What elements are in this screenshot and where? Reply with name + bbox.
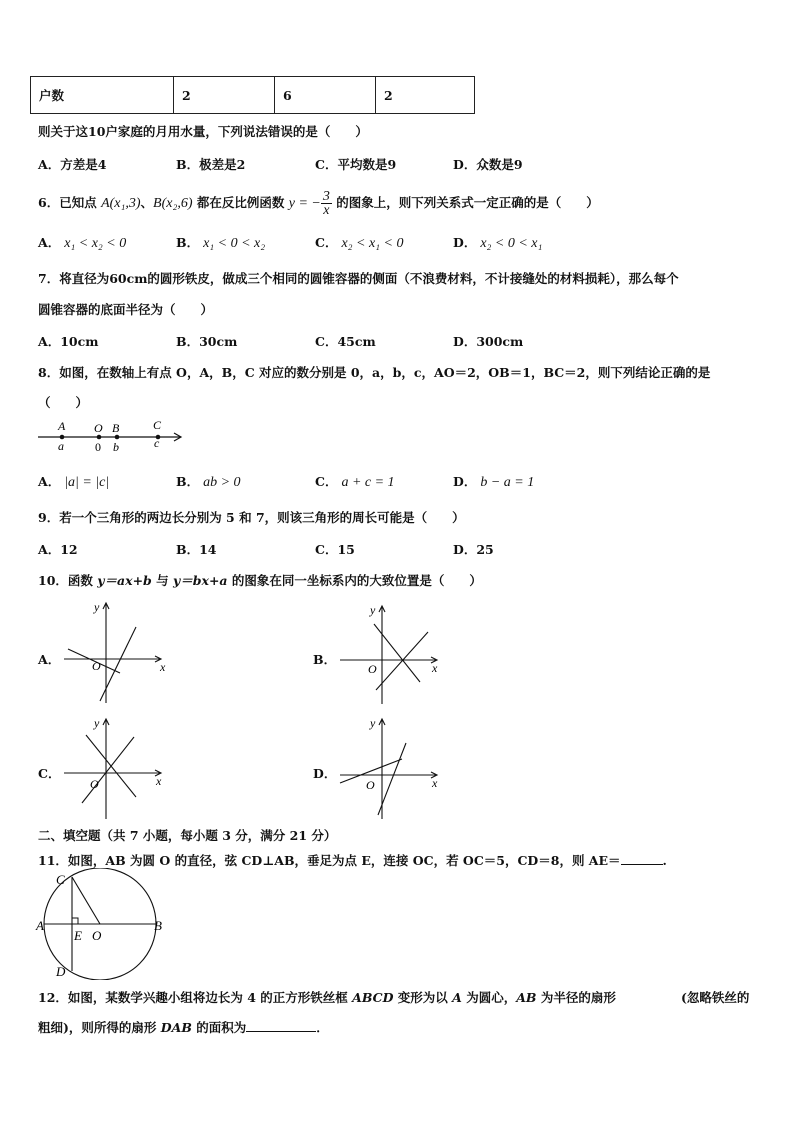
graph-a-y-label: y [94,600,100,614]
q12-l1-c: 变形为以 [393,990,453,1005]
q6-option-c-math: x₂ < x₁ < 0 [341,236,404,251]
section-2-title: 二、填空题（共 7 小题，每小题 3 分，满分 21 分） [38,828,337,843]
q10-option-b-label: B． [313,652,337,667]
q8-option-c-letter: C． [315,474,338,489]
q9-option-c: C．15 [315,542,355,557]
q10-option-c-label: C． [38,766,61,781]
q12-l2-b: DAB [160,1020,192,1035]
graph-c-y-label: y [94,716,100,730]
label-B: B [112,421,120,435]
graph-d-x-label: x [432,776,438,790]
q6-point-a: A(x₁,3) [101,196,141,211]
q6-point-b: B(x₂,6) [153,196,193,211]
label-C: C [153,418,162,432]
q10-option-a-label: A． [38,652,61,667]
q12-l1-h: (忽略铁丝的 [681,990,750,1005]
label-E: E [74,928,82,943]
graph-a-x-label: x [160,660,166,674]
q10-graph-c [60,713,168,823]
q6-option-b-letter: B． [176,235,200,250]
q8-option-a [38,472,109,491]
q12-line1 [38,988,616,1006]
label-0: 0 [95,440,101,454]
q6-func-den: x [323,203,330,218]
label-A: A [58,419,66,433]
graph-c-origin: O [90,777,99,791]
q12-l2-a: 粗细)，则所得的扇形 [38,1020,161,1035]
q6-option-d-math: x₂ < 0 < x₁ [480,236,543,251]
q11-circle-figure [34,868,174,980]
q10-stem [38,571,482,589]
q6-func-num: 3 [322,189,330,204]
q5-option-b: B．极差是2 [176,157,246,172]
q7-line1: 7．将直径为60cm的圆形铁皮，做成三个相同的圆锥容器的侧面（不浪费材料，不计接缝处的材料损耗），那么每个 [38,271,679,286]
q6-fraction [321,190,332,217]
q8-line2: （ ） [38,395,89,410]
q9-stem: 9．若一个三角形的两边长分别为 5 和 7，则该三角形的周长可能是（ ） [38,510,465,525]
q6-option-c [315,233,404,252]
q10-post: 的图象在同一坐标系内的大致位置是（ ） [227,573,482,588]
q11-end: . [662,853,667,868]
label-A: A [36,918,44,933]
q6-option-a-math: x₁ < x₂ < 0 [64,236,127,251]
graph-a-line-2 [100,627,136,701]
q5-stem: 则关于这10户家庭的月用水量，下列说法错误的是（ ） [38,124,368,139]
q10-graph-b [336,600,444,708]
q7-option-d: D．300cm [453,334,524,349]
label-O: O [94,421,103,435]
q12-l1-b: ABCD [352,990,394,1005]
label-a: a [58,439,64,453]
table-cell-2: 6 [275,77,376,114]
q12-l1-g: 为半径的扇形 [536,990,616,1005]
household-table [30,76,475,114]
q8-option-b [176,472,241,491]
table-cell-1: 2 [174,77,275,114]
q8-option-b-math: ab > 0 [203,475,241,490]
q11-stem [38,851,667,869]
graph-c-x-label: x [156,774,162,788]
q6-sep: 、 [140,195,154,210]
right-angle-mark [72,918,78,924]
q7-option-b: B．30cm [176,334,238,349]
q8-option-a-math: |a| = |c| [64,475,110,490]
graph-b-x-label: x [432,661,438,675]
q10-pre: 10．函数 [38,573,98,588]
q9-option-a: A．12 [38,542,78,557]
table-cell-label: 户数 [31,77,174,114]
q11-text: 11．如图，AB 为圆 O 的直径，弦 CD⊥AB，垂足为点 E，连接 OC，若 OC＝5，CD＝8，则 AE＝ [38,853,621,868]
q12-l2-end: ． [316,1020,329,1035]
graph-b-origin: O [368,662,377,676]
q6-option-b [176,233,265,252]
label-c: c [154,436,160,450]
point-o-dot [97,435,102,440]
q6-option-d-letter: D． [453,235,477,250]
q8-option-a-letter: A． [38,474,61,489]
q12-l2-c: 的面积为 [191,1020,247,1035]
graph-b-line-2 [376,632,428,690]
q9-option-d: D．25 [453,542,494,557]
q12-l1-e: 为圆心， [461,990,517,1005]
q12-l1-a: 12．如图，某数学兴趣小组将边长为 4 的正方形铁丝框 [38,990,353,1005]
table-cell-3: 2 [376,77,475,114]
graph-b-y-label: y [370,603,376,617]
q5-option-c: C．平均数是9 [315,157,397,172]
graph-d-origin: O [366,778,375,792]
q7-option-a: A．10cm [38,334,99,349]
q6-option-b-math: x₁ < 0 < x₂ [203,236,266,251]
q6-func-lhs: y = − [288,196,321,211]
q6-mid: 都在反比例函数 [196,195,285,210]
q7-option-c: C．45cm [315,334,376,349]
q8-option-b-letter: B． [176,474,200,489]
q11-answer-blank[interactable] [621,864,663,865]
label-b: b [113,440,119,454]
graph-b-line-1 [374,624,420,682]
graph-a-origin: O [92,659,101,673]
q8-option-d [453,472,534,491]
number-line-figure [34,418,188,454]
q6-tail: 的图象上，则下列关系式一定正确的是（ ） [336,195,599,210]
graph-c-line-2 [82,737,134,803]
q6-option-d [453,233,542,252]
q8-option-d-letter: D． [453,474,477,489]
q9-option-b: B．14 [176,542,217,557]
q12-line2 [38,1018,329,1036]
label-B: B [154,918,162,933]
label-D: D [56,964,66,979]
q6-option-a [38,233,126,252]
q7-line2: 圆锥容器的底面半径为（ ） [38,302,214,317]
q6-option-a-letter: A． [38,235,61,250]
label-C: C [56,872,65,887]
graph-d-y-label: y [370,716,376,730]
q6-number: 6．已知点 [38,195,97,210]
segment-oc [72,877,100,924]
q8-option-d-math: b − a = 1 [480,475,535,490]
q8-line1: 8．如图，在数轴上有点 O，A，B，C 对应的数分别是 0，a，b，c，AO＝2，OB＝1，BC＝2，则下列结论正确的是 [38,365,711,380]
q8-option-c [315,472,395,491]
label-O: O [92,928,102,943]
q10-mid: 与 [151,573,173,588]
q10-f1: y＝ax+b [97,573,152,588]
q8-option-c-math: a + c = 1 [341,475,395,490]
point-b-dot [115,435,120,440]
q10-f2: y＝bx+a [173,573,228,588]
q5-option-a: A．方差是4 [38,157,107,172]
q12-l1-f: AB [516,990,537,1005]
q12-answer-blank[interactable] [246,1031,316,1032]
q5-option-d: D．众数是9 [453,157,523,172]
q10-graph-a [60,597,168,707]
q10-option-d-label: D． [313,766,337,781]
q6-option-c-letter: C． [315,235,338,250]
q12-l1-d: A [452,990,462,1005]
q6-stem [38,190,599,217]
q10-graph-d [336,713,444,823]
